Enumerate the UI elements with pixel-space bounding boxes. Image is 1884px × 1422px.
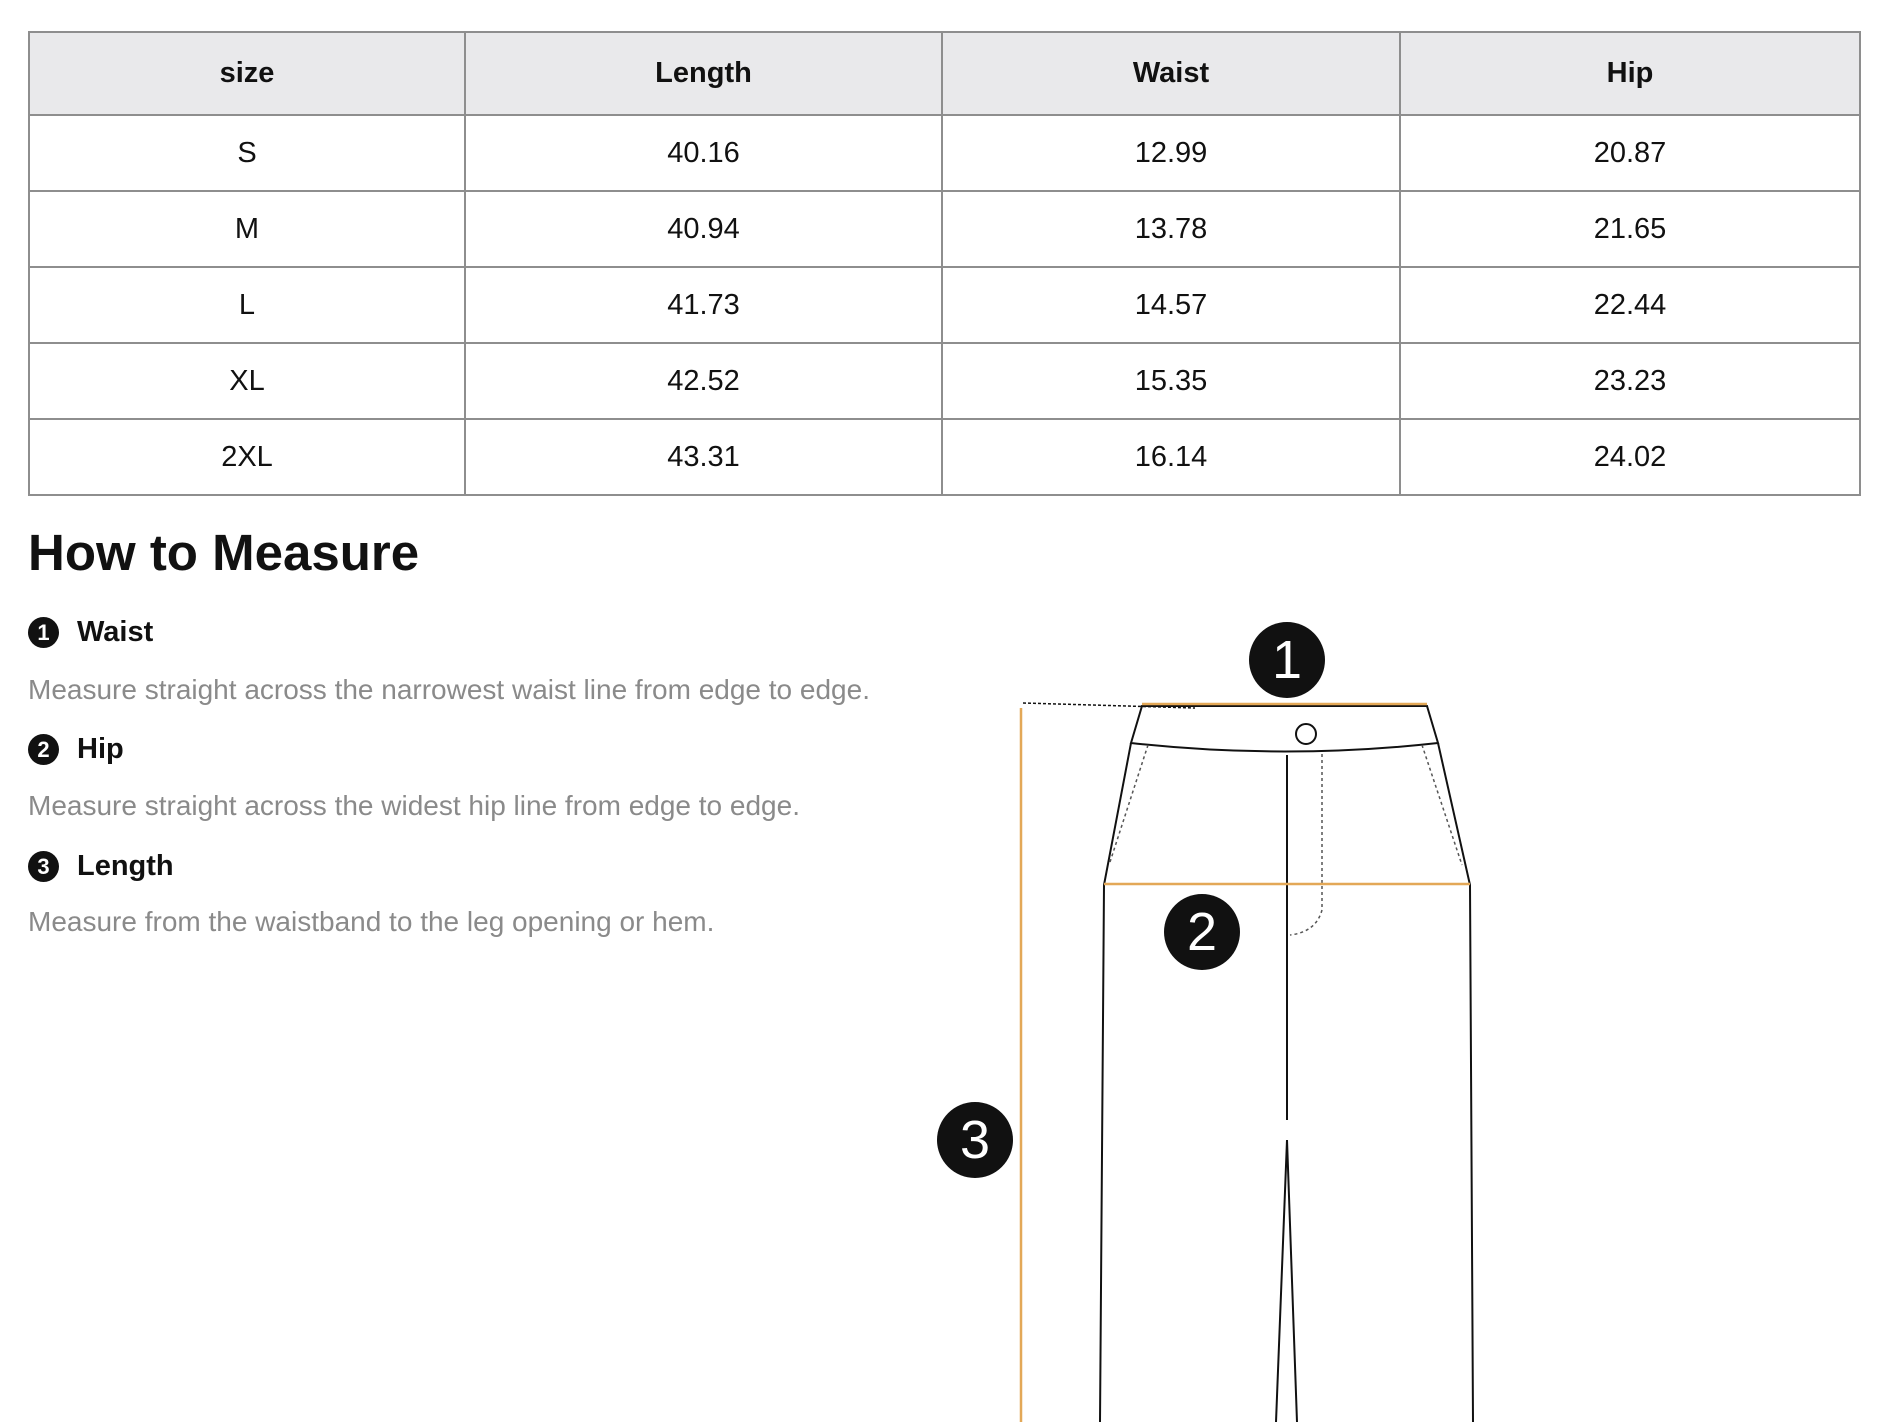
step-number-badge: 1 bbox=[28, 617, 59, 648]
cell-length: 41.73 bbox=[465, 267, 942, 343]
cell-waist: 13.78 bbox=[942, 191, 1400, 267]
cell-length: 40.16 bbox=[465, 115, 942, 191]
cell-hip: 20.87 bbox=[1400, 115, 1860, 191]
header-hip: Hip bbox=[1400, 32, 1860, 115]
waistband-shape bbox=[1131, 706, 1438, 752]
cell-length: 40.94 bbox=[465, 191, 942, 267]
step-description: Measure straight across the narrowest waist line from edge to edge. bbox=[28, 674, 870, 705]
step-label: Length bbox=[77, 850, 174, 882]
cell-hip: 22.44 bbox=[1400, 267, 1860, 343]
step-label: Hip bbox=[77, 733, 124, 765]
inseam-lines bbox=[1276, 1140, 1297, 1422]
button-icon bbox=[1296, 724, 1316, 744]
marker-2-label: 2 bbox=[1186, 902, 1218, 962]
cell-size: M bbox=[29, 191, 465, 267]
cell-size: L bbox=[29, 267, 465, 343]
cell-hip: 23.23 bbox=[1400, 343, 1860, 419]
cell-waist: 12.99 bbox=[942, 115, 1400, 191]
pants-illustration bbox=[1100, 706, 1473, 1422]
header-waist: Waist bbox=[942, 32, 1400, 115]
marker-3-label: 3 bbox=[959, 1110, 991, 1170]
step-label: Waist bbox=[77, 616, 154, 648]
marker-1 bbox=[1249, 622, 1325, 698]
step-number-badge: 3 bbox=[28, 851, 59, 882]
right-outseam bbox=[1438, 743, 1473, 1422]
cell-length: 43.31 bbox=[465, 419, 942, 495]
cell-size: XL bbox=[29, 343, 465, 419]
cell-hip: 21.65 bbox=[1400, 191, 1860, 267]
cell-size: 2XL bbox=[29, 419, 465, 495]
step-description: Measure from the waistband to the leg opening or hem. bbox=[28, 906, 715, 937]
cell-length: 42.52 bbox=[465, 343, 942, 419]
how-to-measure-title: How to Measure bbox=[28, 524, 420, 581]
cell-waist: 16.14 bbox=[942, 419, 1400, 495]
step-number-badge: 2 bbox=[28, 734, 59, 765]
cell-waist: 15.35 bbox=[942, 343, 1400, 419]
marker-2 bbox=[1164, 894, 1240, 970]
step-description: Measure straight across the widest hip line from edge to edge. bbox=[28, 790, 800, 821]
left-outseam bbox=[1100, 743, 1131, 1422]
header-size: size bbox=[29, 32, 465, 115]
cell-hip: 24.02 bbox=[1400, 419, 1860, 495]
measure-lines bbox=[1021, 704, 1470, 1422]
marker-3 bbox=[937, 1102, 1013, 1178]
cell-size: S bbox=[29, 115, 465, 191]
marker-1-label: 1 bbox=[1271, 630, 1303, 690]
header-length: Length bbox=[465, 32, 942, 115]
cell-waist: 14.57 bbox=[942, 267, 1400, 343]
